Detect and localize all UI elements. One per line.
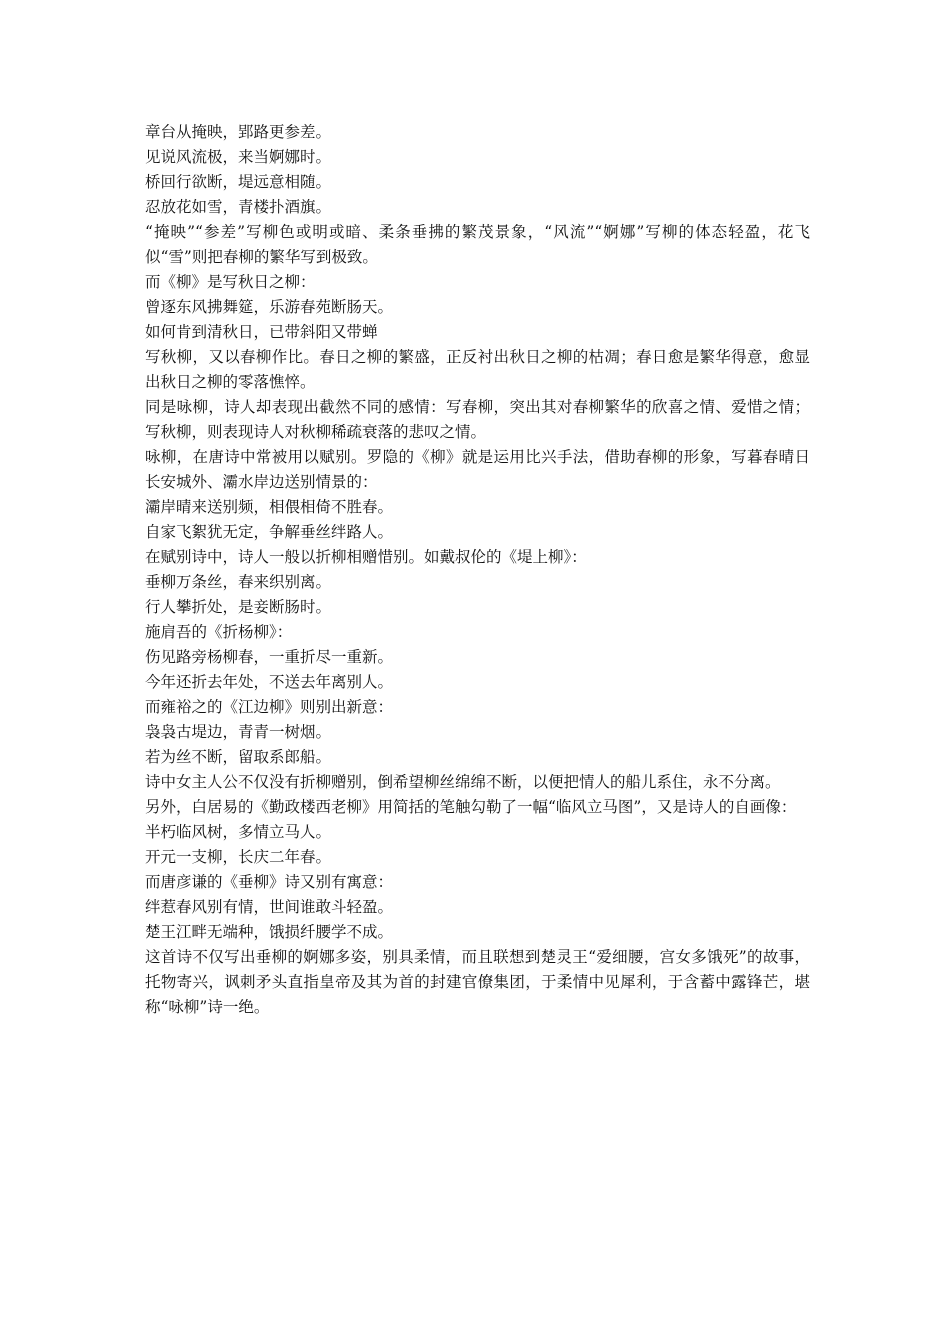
poem-line: 见说风流极，来当婀娜时。 bbox=[145, 148, 332, 166]
poem-line: 垂柳万条丝，春来织别离。 bbox=[145, 573, 332, 591]
document-page bbox=[145, 120, 810, 1020]
intro-line: 而唐彦谦的《垂柳》诗又别有寓意： bbox=[145, 873, 394, 891]
commentary-paragraph: 写秋柳，又以春柳作比。春日之柳的繁盛，正反衬出秋日之柳的枯凋；春日愈是繁华得意，愈显出秋日之柳的零落憔悴。 bbox=[145, 348, 810, 391]
poem-line: 楚王江畔无端种，饿损纤腰学不成。 bbox=[145, 923, 394, 941]
intro-line: 施肩吾的《折杨柳》： bbox=[145, 623, 293, 641]
poem-line: 自家飞絮犹无定，争解垂丝绊路人。 bbox=[145, 523, 394, 541]
poem-line: 行人攀折处，是妾断肠时。 bbox=[145, 598, 332, 616]
intro-line: 而《柳》是写秋日之柳： bbox=[145, 273, 316, 291]
poem-line: 如何肯到清秋日，已带斜阳又带蝉 bbox=[145, 323, 378, 341]
commentary-paragraph: 咏柳，在唐诗中常被用以赋别。罗隐的《柳》就是运用比兴手法，借助春柳的形象，写暮春晴日长安城外、灞水岸边送别情景的： bbox=[145, 448, 810, 491]
poem-line: 今年还折去年处，不送去年离别人。 bbox=[145, 673, 394, 691]
poem-line: 曾逐东风拂舞筵，乐游春苑断肠天。 bbox=[145, 298, 394, 316]
poem-line: 袅袅古堤边，青青一树烟。 bbox=[145, 723, 332, 741]
intro-line: 在赋别诗中，诗人一般以折柳相赠惜别。如戴叔伦的《堤上柳》： bbox=[145, 548, 587, 566]
poem-line: 开元一支柳，长庆二年春。 bbox=[145, 848, 332, 866]
commentary-paragraph: 同是咏柳，诗人却表现出截然不同的感情：写春柳，突出其对春柳繁华的欣喜之情、爱惜之情；写秋柳，则表现诗人对秋柳稀疏衰落的悲叹之情。 bbox=[145, 398, 810, 441]
commentary-paragraph: 这首诗不仅写出垂柳的婀娜多姿，别具柔情，而且联想到楚灵王“爱细腰，宫女多饿死”的故事，托物寄兴，讽刺矛头直指皇帝及其为首的封建官僚集团，于柔情中见犀利，于含蓄中露锋芒，堪称“咏柳”诗一绝。 bbox=[145, 948, 810, 1016]
commentary-paragraph: 另外，白居易的《勤政楼西老柳》用简括的笔触勾勒了一幅“临风立马图”，又是诗人的自画像： bbox=[145, 798, 797, 816]
poem-line: 桥回行欲断，堤远意相随。 bbox=[145, 173, 332, 191]
commentary-paragraph: “掩映”“参差”写柳色或明或暗、柔条垂拂的繁茂景象，“风流”“婀娜”写柳的体态轻盈，花飞似“雪”则把春柳的繁华写到极致。 bbox=[145, 223, 810, 266]
poem-line: 若为丝不断，留取系郎船。 bbox=[145, 748, 332, 766]
poem-line: 绊惹春风别有情，世间谁敢斗轻盈。 bbox=[145, 898, 394, 916]
poem-line: 章台从掩映，郢路更参差。 bbox=[145, 123, 332, 141]
intro-line: 而雍裕之的《江边柳》则别出新意： bbox=[145, 698, 394, 716]
poem-line: 半朽临风树，多情立马人。 bbox=[145, 823, 332, 841]
poem-line: 伤见路旁杨柳春，一重折尽一重新。 bbox=[145, 648, 394, 666]
poem-line: 灞岸晴来送别频，相偎相倚不胜春。 bbox=[145, 498, 394, 516]
commentary-paragraph: 诗中女主人公不仅没有折柳赠别，倒希望柳丝绵绵不断，以便把情人的船儿系住，永不分离。 bbox=[145, 773, 781, 791]
poem-line: 忍放花如雪，青楼扑酒旗。 bbox=[145, 198, 332, 216]
